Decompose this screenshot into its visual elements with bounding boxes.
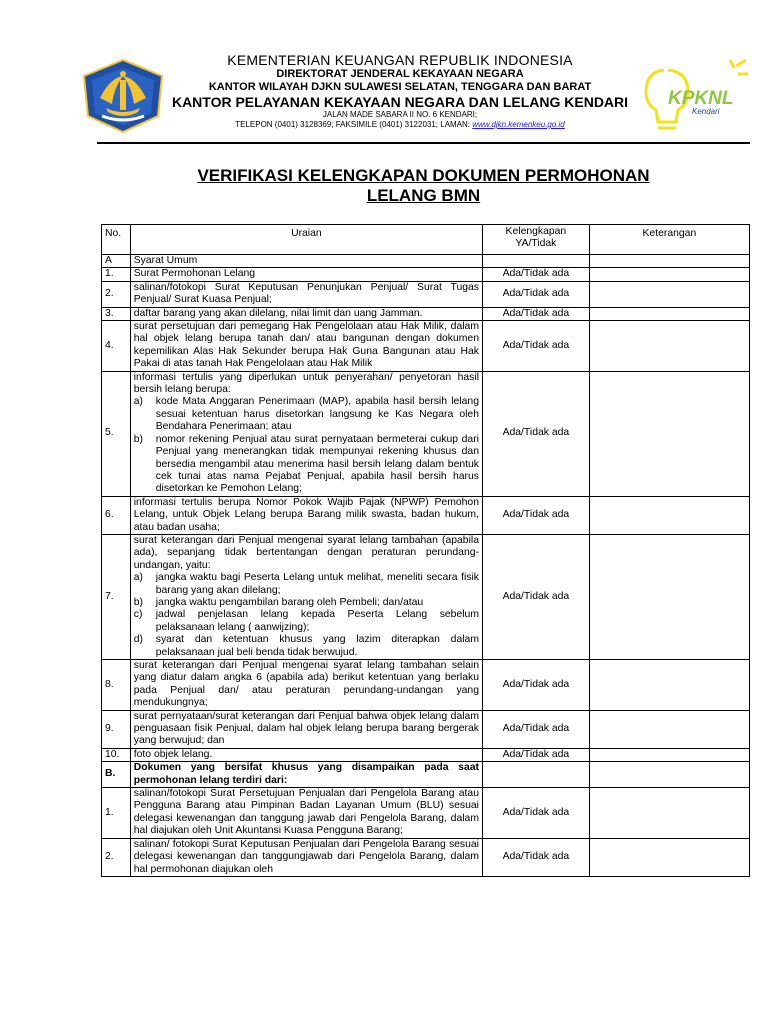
- table-body: [102, 255, 750, 877]
- row-remarks[interactable]: [589, 321, 749, 372]
- row-remarks[interactable]: [589, 710, 749, 748]
- table-row: [102, 281, 750, 307]
- table-row: [102, 307, 750, 320]
- row-description-text: Syarat Umum: [133, 255, 198, 266]
- row-description-text: surat pernyataan/surat keterangan dari Penjual bahwa objek lelang dalam penguasaan fisik Penjual, dalam hal objek lelang berupa barang bergerak yang berwujud; dan: [133, 710, 479, 747]
- row-number: 6.: [102, 496, 131, 534]
- row-status: Ada/Tidak ada: [482, 710, 589, 748]
- table-row: [102, 268, 750, 281]
- row-remarks[interactable]: [589, 281, 749, 307]
- table-row: [102, 321, 750, 372]
- row-description-text: salinan/fotokopi Surat Persetujuan Penjualan dari Pengelola Barang atau Pengguna Barang atau Pimpinan Badan Layanan Umum (BLU) sesuai delegasi kewenangan dan tanggung jawab dari Pengelola Barang, dalam hal diajukan oleh Unit Akuntansi Kuasa Pengguna Barang;: [133, 788, 479, 837]
- row-status: Ada/Tidak ada: [482, 838, 589, 876]
- regional-office-name: KANTOR WILAYAH DJKN SULAWESI SELATAN, TENGGARA DAN BARAT: [208, 81, 592, 93]
- row-remarks[interactable]: [589, 762, 749, 788]
- header-uraian: Uraian: [130, 225, 482, 255]
- row-description-text: informasi tertulis yang diperlukan untuk penyerahan/ penyetoran hasil bersih lelang berupa:: [133, 371, 479, 396]
- row-description-text: informasi tertulis berupa Nomor Pokok Wajib Pajak (NPWP) Pemohon Lelang, untuk Objek Lelang berupa Barang milik swasta, badan hukum, atau badan usaha;: [133, 496, 479, 533]
- sub-item-marker: a): [133, 396, 143, 408]
- row-status: Ada/Tidak ada: [482, 496, 589, 534]
- row-number: 1.: [102, 268, 131, 281]
- sub-item-text: jangka waktu bagi Peserta Lelang untuk melihat, meneliti secara fisik barang yang akan dilelang;: [155, 572, 479, 596]
- table-row: [102, 710, 750, 748]
- row-status: Ada/Tidak ada: [482, 281, 589, 307]
- letterhead-divider: [97, 142, 750, 144]
- sub-item: [134, 396, 479, 433]
- row-description: [130, 321, 482, 372]
- letterhead: [150, 52, 650, 130]
- sub-item-list: [134, 572, 479, 659]
- row-description-text: Dokumen yang bersifat khusus yang disampaikan pada saat permohonan lelang terdiri dari:: [133, 762, 479, 786]
- title-line-2: LELANG BMN: [366, 186, 481, 205]
- table-row: [102, 762, 750, 788]
- svg-text:Kendari: Kendari: [692, 107, 720, 116]
- row-description: [130, 496, 482, 534]
- directorate-name: DIREKTORAT JENDERAL KEKAYAAN NEGARA: [276, 68, 524, 80]
- sub-item: [134, 634, 479, 659]
- row-remarks[interactable]: [589, 788, 749, 839]
- sub-item: [134, 609, 479, 634]
- row-status: [482, 762, 589, 788]
- row-status: Ada/Tidak ada: [482, 307, 589, 320]
- sub-item-text: kode Mata Anggaran Penerimaan (MAP), apabila hasil bersih lelang sesuai ketentuan harus disetorkan langsung ke Kas Negara oleh Bendahara Penerimaan; atau: [155, 396, 479, 433]
- row-description: [130, 762, 482, 788]
- office-contact: [150, 120, 650, 130]
- table-row: [102, 748, 750, 761]
- sub-item-marker: c): [133, 609, 143, 621]
- sub-item-text: syarat dan ketentuan khusus yang lazim diterapkan dalam pelaksanaan jual beli benda tidak berwujud.: [155, 634, 479, 658]
- row-remarks[interactable]: [589, 371, 749, 496]
- document-title: [97, 166, 750, 206]
- row-description: [130, 534, 482, 659]
- sub-item-text: jadwal penjelasan lelang kepada Peserta Lelang sebelum pelaksanaan lelang ( aanwijzing);: [155, 609, 479, 633]
- sub-item-marker: d): [133, 634, 143, 646]
- row-status: Ada/Tidak ada: [482, 788, 589, 839]
- svg-text:KPKNL: KPKNL: [668, 88, 734, 109]
- table-row: [102, 496, 750, 534]
- row-number: 3.: [102, 307, 131, 320]
- row-status: Ada/Tidak ada: [482, 268, 589, 281]
- row-status: Ada/Tidak ada: [482, 534, 589, 659]
- header-no: No.: [102, 225, 131, 255]
- row-description: [130, 748, 482, 761]
- row-status: Ada/Tidak ada: [482, 660, 589, 711]
- row-remarks[interactable]: [589, 496, 749, 534]
- row-description-text: salinan/ fotokopi Surat Keputusan Penjualan dari Pengelola Barang sesuai delegasi kewenangan dan tanggungjawab dari Pengelola Barang, dalam hal permohonan diajukan oleh: [133, 838, 479, 875]
- table-row: [102, 838, 750, 876]
- table-row: [102, 534, 750, 659]
- sub-item: [134, 434, 479, 496]
- row-remarks[interactable]: [589, 255, 749, 268]
- row-number: 10.: [102, 748, 131, 761]
- contact-numbers: TELEPON (0401) 3128369; FAKSIMILE (0401) 3122031; LAMAN:: [235, 120, 471, 129]
- row-description-text: surat persetujuan dari pemegang Hak Pengelolaan atau Hak Milik, dalam hal objek lelang berupa tanah dan/ atau bangunan dengan dokumen kepemilikan Alas Hak Sekunder berupa Hak Guna Bangunan atau Hak Pakai di atas tanah Hak Pengelolaan atau Hak Milik: [133, 321, 479, 370]
- row-status: Ada/Tidak ada: [482, 371, 589, 496]
- row-description-text: surat keterangan dari Penjual mengenai syarat lelang tambahan selain yang diatur dalam angka 6 (apabila ada) berikut ketentuan yang berlaku pada Penjual dan/ atau peraturan perundang-undangan yang mendukungnya;: [133, 660, 479, 709]
- website-link[interactable]: www.djkn.kemenkeu.go.id: [472, 120, 565, 129]
- header-keterangan: Keterangan: [589, 225, 749, 255]
- row-remarks[interactable]: [589, 534, 749, 659]
- row-description-text: foto objek lelang.: [133, 748, 213, 760]
- row-description-text: salinan/fotokopi Surat Keputusan Penunjukan Penjual/ Surat Tugas Penjual/ Surat Kuasa Penjual;: [133, 281, 479, 306]
- row-number: 5.: [102, 371, 131, 496]
- row-description: [130, 371, 482, 496]
- header-kelengkapan: Kelengkapan YA/Tidak: [482, 225, 589, 255]
- kpknl-logo: [634, 58, 748, 138]
- row-status: Ada/Tidak ada: [482, 321, 589, 372]
- title-line-1: VERIFIKASI KELENGKAPAN DOKUMEN PERMOHONAN: [197, 166, 650, 185]
- row-number: B.: [102, 762, 131, 788]
- row-number: A: [102, 255, 131, 268]
- row-description-text: surat keterangan dari Penjual mengenai syarat lelang tambahan (apabila ada), sepanjang tidak bertentangan dengan peraturan perundang-undangan, yaitu:: [133, 534, 479, 571]
- sub-item-marker: b): [133, 596, 143, 608]
- row-number: 7.: [102, 534, 131, 659]
- row-description: [130, 281, 482, 307]
- table-row: [102, 255, 750, 268]
- sub-item-text: jangka waktu pengambilan barang oleh Pembeli; dan/atau: [155, 596, 424, 608]
- verification-table: [101, 224, 750, 877]
- row-remarks[interactable]: [589, 268, 749, 281]
- sub-item-text: nomor rekening Penjual atau surat pernyataan bermeterai cukup dari Penjual yang menerangkan tidak mempunyai rekening khusus dan bersedia mengambil atau menerima hasil bersih lelang dalam bentuk cek tunai atas nama Pejabat Penjual, apabila hasil bersih harus disetorkan ke Pemohon Lelang;: [155, 433, 479, 495]
- table-row: [102, 371, 750, 496]
- office-name: KANTOR PELAYANAN KEKAYAAN NEGARA DAN LELANG KENDARI: [171, 94, 629, 110]
- row-status: Ada/Tidak ada: [482, 748, 589, 761]
- row-description-text: daftar barang yang akan dilelang, nilai limit dan uang Jamman.: [133, 307, 423, 319]
- sub-item: [134, 572, 479, 597]
- row-description: [130, 255, 482, 268]
- row-description-text: Surat Permohonan Lelang: [133, 268, 256, 280]
- row-number: 9.: [102, 710, 131, 748]
- row-description: [130, 307, 482, 320]
- row-description: [130, 788, 482, 839]
- row-description: [130, 268, 482, 281]
- table-row: [102, 788, 750, 839]
- office-address: JALAN MADE SABARA II NO. 6 KENDARI;: [322, 110, 478, 119]
- row-description: [130, 710, 482, 748]
- row-number: 8.: [102, 660, 131, 711]
- row-remarks[interactable]: [589, 748, 749, 761]
- sub-item: [134, 597, 479, 609]
- row-number: 2.: [102, 838, 131, 876]
- row-remarks[interactable]: [589, 307, 749, 320]
- row-description: [130, 660, 482, 711]
- table-header-row: [102, 225, 750, 255]
- row-description: [130, 838, 482, 876]
- row-remarks[interactable]: [589, 838, 749, 876]
- sub-item-marker: a): [133, 572, 143, 584]
- sub-item-list: [134, 396, 479, 495]
- row-remarks[interactable]: [589, 660, 749, 711]
- row-number: 4.: [102, 321, 131, 372]
- ministry-name: KEMENTERIAN KEUANGAN REPUBLIK INDONESIA: [227, 52, 573, 68]
- row-number: 2.: [102, 281, 131, 307]
- table-row: [102, 660, 750, 711]
- sub-item-marker: b): [133, 433, 143, 445]
- row-status: [482, 255, 589, 268]
- row-number: 1.: [102, 788, 131, 839]
